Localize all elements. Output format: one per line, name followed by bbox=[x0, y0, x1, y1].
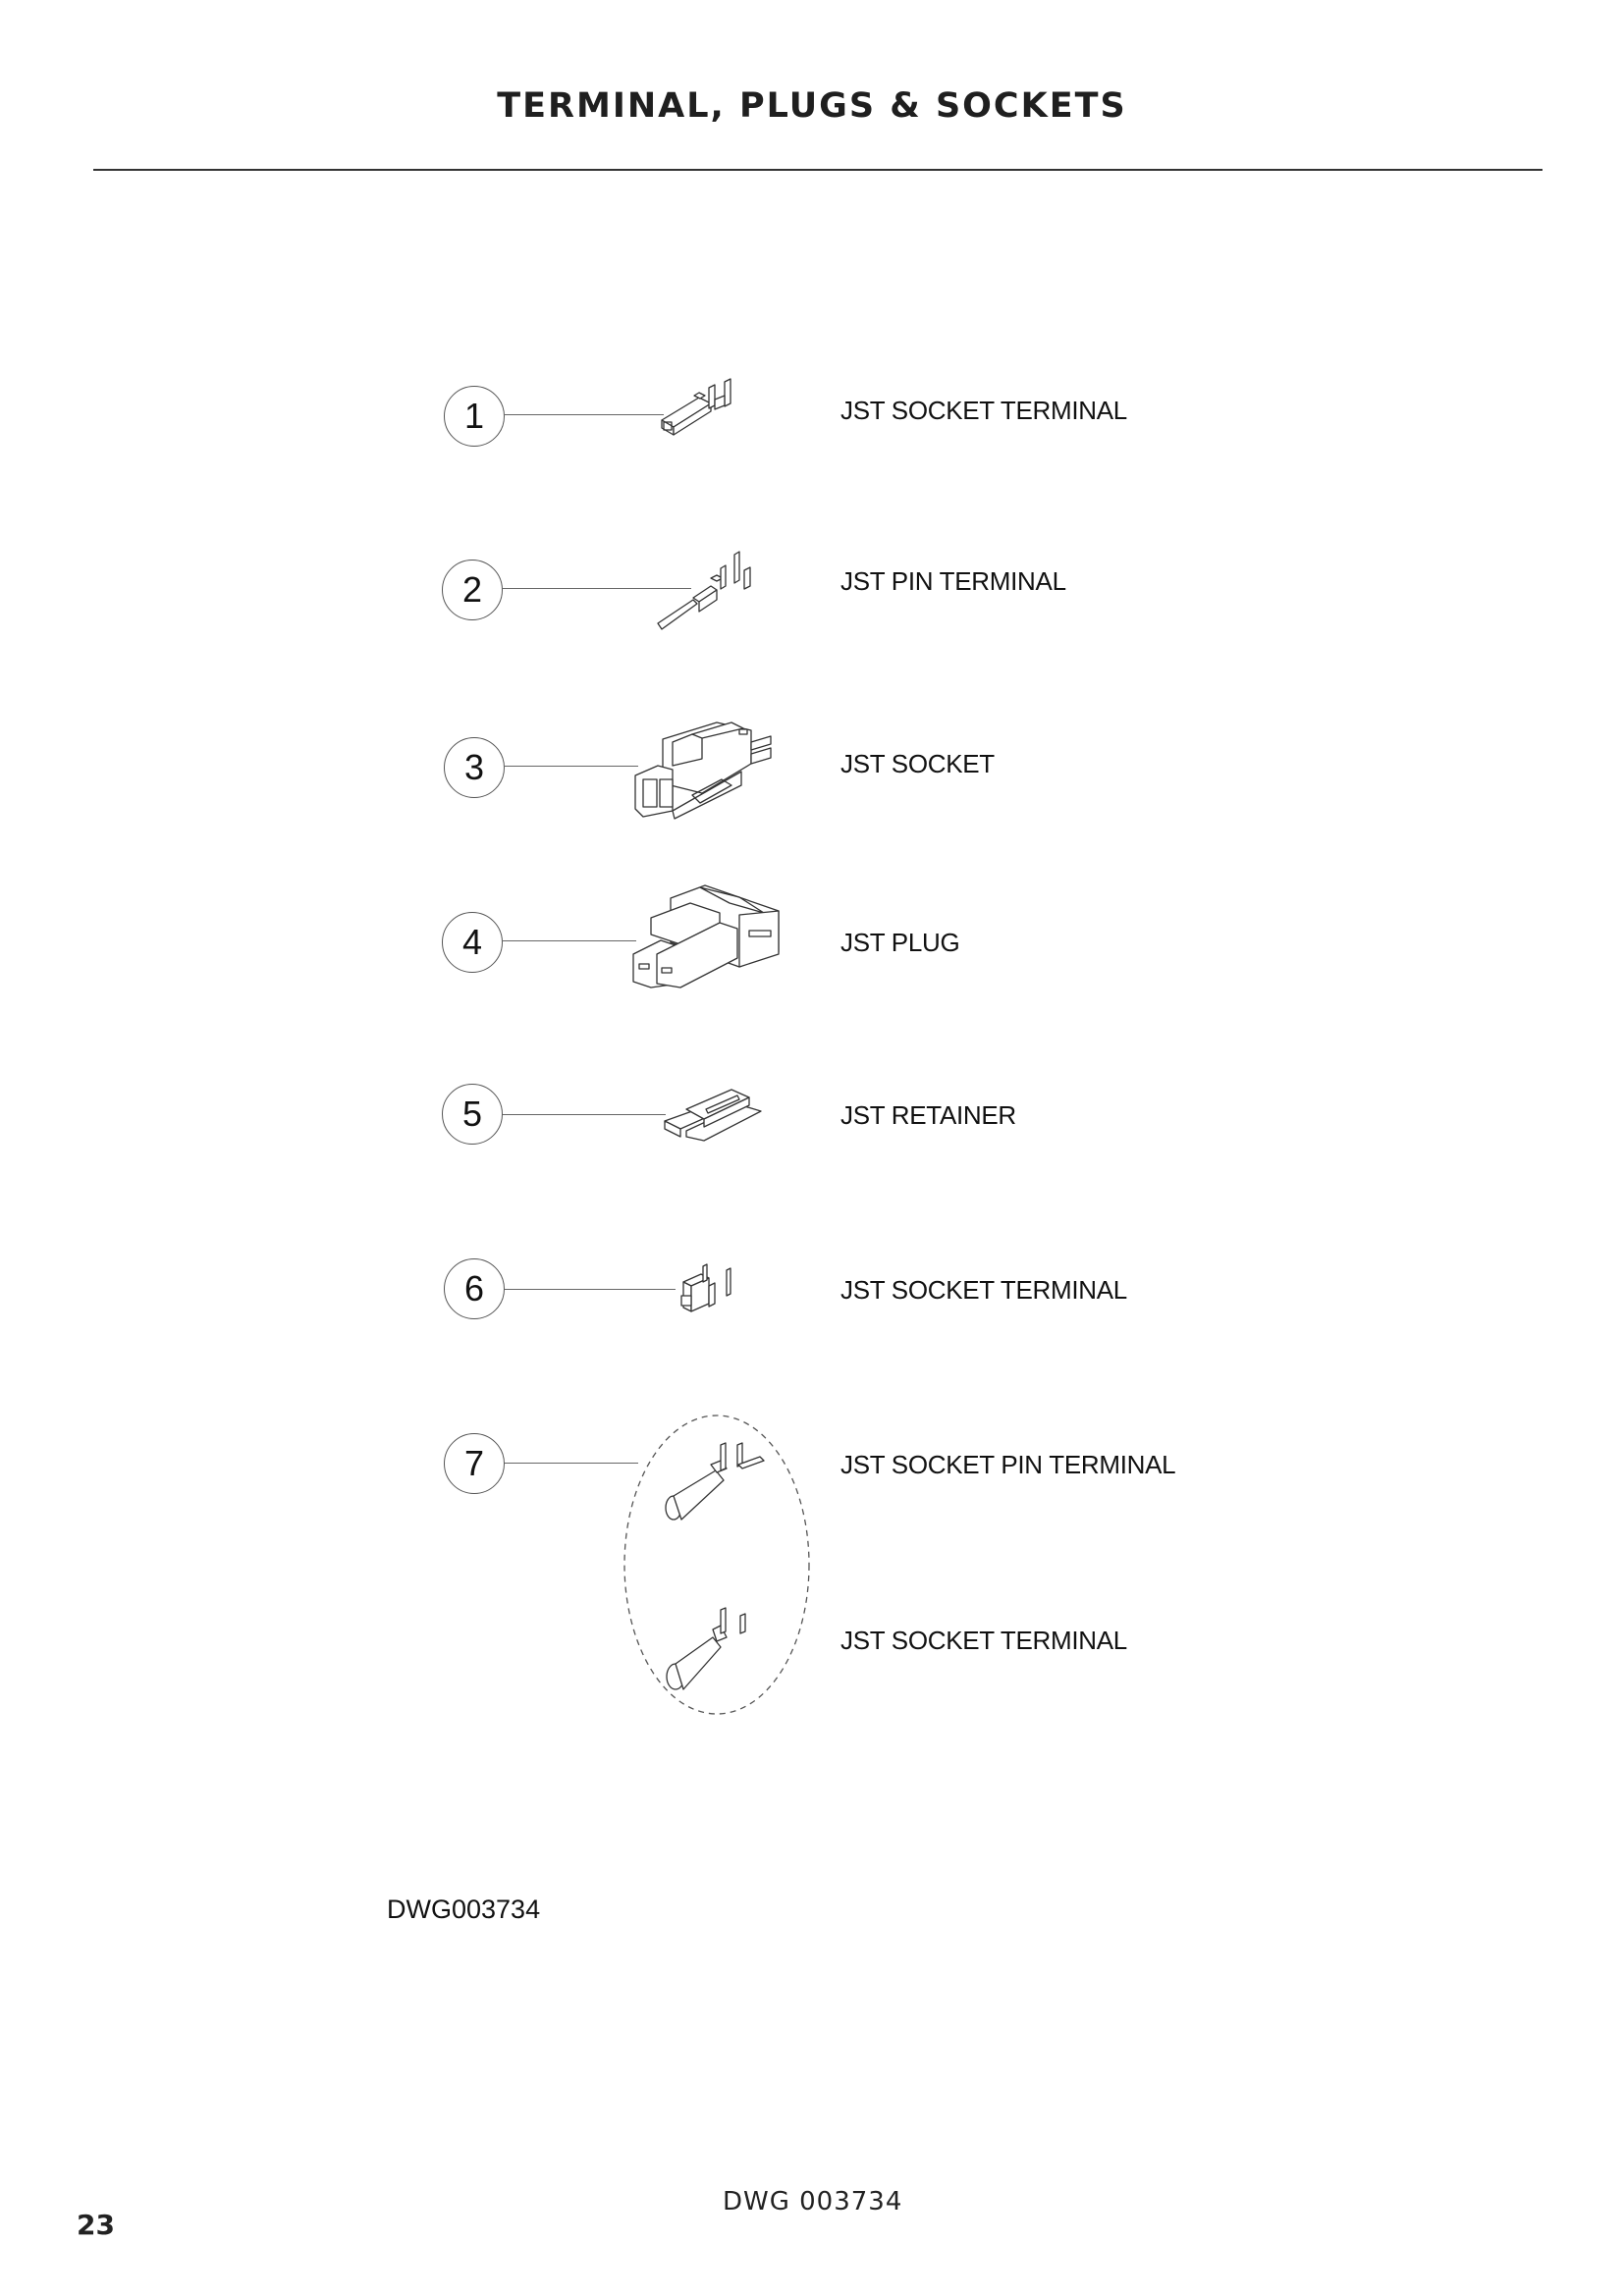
page-number: 23 bbox=[77, 2209, 115, 2241]
part-label-1: JST SOCKET TERMINAL bbox=[840, 396, 1127, 425]
leader-line-6 bbox=[505, 1289, 676, 1290]
small-socket-terminal-icon bbox=[679, 1264, 748, 1323]
socket-terminal-icon bbox=[660, 376, 758, 445]
part-label-7-secondary: JST SOCKET TERMINAL bbox=[840, 1626, 1127, 1655]
callout-number: 1 bbox=[463, 396, 485, 436]
callout-number: 7 bbox=[463, 1443, 485, 1483]
part-label-7: JST SOCKET PIN TERMINAL bbox=[840, 1450, 1176, 1479]
retainer-icon bbox=[663, 1082, 771, 1150]
part-label-2: JST PIN TERMINAL bbox=[840, 566, 1066, 596]
callout-balloon-7 bbox=[444, 1433, 505, 1494]
page-title: TERMINAL, PLUGS & SOCKETS bbox=[497, 86, 1127, 126]
callout-number: 3 bbox=[463, 747, 485, 787]
leader-line-1 bbox=[505, 414, 664, 415]
callout-number: 2 bbox=[461, 569, 483, 610]
part-label-5: JST RETAINER bbox=[840, 1100, 1016, 1130]
part-label-6: JST SOCKET TERMINAL bbox=[840, 1275, 1127, 1305]
callout-balloon-4 bbox=[442, 912, 503, 973]
callout-balloon-3 bbox=[444, 737, 505, 798]
part-label-4: JST PLUG bbox=[840, 928, 960, 957]
callout-balloon-5 bbox=[442, 1084, 503, 1145]
socket-housing-icon bbox=[633, 724, 790, 823]
callout-number: 6 bbox=[463, 1268, 485, 1308]
round-pin-terminal-pair-icon bbox=[623, 1410, 819, 1724]
callout-balloon-1 bbox=[444, 386, 505, 447]
callout-balloon-2 bbox=[442, 560, 503, 620]
drawing-id: DWG003734 bbox=[387, 1895, 541, 1924]
callout-balloon-6 bbox=[444, 1258, 505, 1319]
part-label-3: JST SOCKET bbox=[840, 749, 995, 778]
leader-line-5 bbox=[503, 1114, 666, 1115]
footer-drawing-code: DWG 003734 bbox=[723, 2187, 903, 2216]
callout-number: 4 bbox=[461, 922, 483, 962]
plug-housing-icon bbox=[631, 883, 793, 991]
leader-line-4 bbox=[503, 940, 636, 941]
leader-line-3 bbox=[505, 766, 638, 767]
pin-terminal-icon bbox=[656, 543, 764, 641]
callout-number: 5 bbox=[461, 1094, 483, 1134]
leader-line-7 bbox=[505, 1463, 638, 1464]
